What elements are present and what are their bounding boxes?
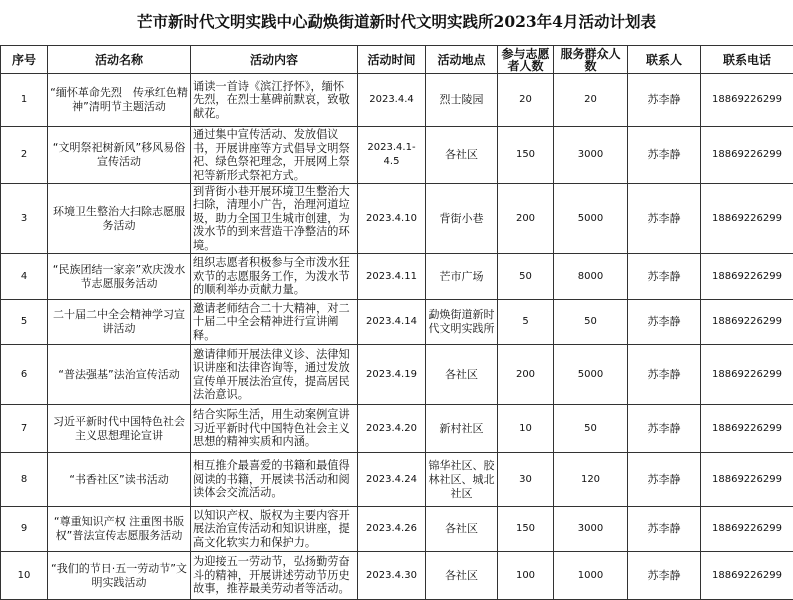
cell-activity-name: 二十届二中全会精神学习宣讲活动: [48, 300, 191, 345]
cell-activity-content: 通过集中宣传活动、发放倡议书，开展讲座等方式倡导文明祭祀、绿色祭祀理念，开展网上祭祀等新形式祭祀方式。: [191, 127, 358, 184]
table-row: [1, 184, 793, 254]
cell-volunteer-count: 150: [498, 507, 554, 552]
table-row: [1, 507, 793, 552]
cell-activity-time: 2023.4.19: [358, 345, 426, 405]
table-row: [1, 254, 793, 300]
cell-volunteer-count: 20: [498, 74, 554, 127]
cell-activity-location: 新村社区: [426, 405, 498, 453]
cell-activity-time: 2023.4.11: [358, 254, 426, 300]
cell-contact-phone: 18869226299: [701, 300, 793, 345]
cell-contact-phone: 18869226299: [701, 127, 793, 184]
cell-activity-content: 相互推介最喜爱的书籍和最值得阅读的书籍，开展读书活动和阅读体会交流活动。: [191, 453, 358, 507]
cell-served-count: 5000: [554, 184, 628, 254]
cell-index: 7: [1, 405, 48, 453]
cell-contact-phone: 18869226299: [701, 507, 793, 552]
cell-activity-location: 勐焕街道新时代文明实践所: [426, 300, 498, 345]
cell-activity-location: 芒市广场: [426, 254, 498, 300]
cell-served-count: 5000: [554, 345, 628, 405]
cell-activity-name: “缅怀革命先烈 传承红色精神”清明节主题活动: [48, 74, 191, 127]
cell-activity-location: 锦华社区、胶林社区、城北社区: [426, 453, 498, 507]
cell-activity-time: 2023.4.20: [358, 405, 426, 453]
table-row: [1, 74, 793, 127]
cell-index: 2: [1, 127, 48, 184]
cell-served-count: 3000: [554, 127, 628, 184]
table-row: [1, 552, 793, 600]
cell-contact-phone: 18869226299: [701, 405, 793, 453]
cell-activity-content: 组织志愿者积极参与全市泼水狂欢节的志愿服务工作，为泼水节的顺利举办贡献力量。: [191, 254, 358, 300]
activity-plan-table: [0, 45, 793, 600]
cell-volunteer-count: 50: [498, 254, 554, 300]
table-row: [1, 345, 793, 405]
cell-index: 10: [1, 552, 48, 600]
cell-contact-phone: 18869226299: [701, 345, 793, 405]
cell-activity-time: 2023.4.24: [358, 453, 426, 507]
cell-contact-person: 苏李静: [628, 184, 701, 254]
cell-activity-time: 2023.4.10: [358, 184, 426, 254]
cell-volunteer-count: 5: [498, 300, 554, 345]
cell-served-count: 3000: [554, 507, 628, 552]
cell-activity-location: 各社区: [426, 345, 498, 405]
cell-activity-content: 邀请律师开展法律义诊、法律知识讲座和法律咨询等，通过发放宣传单开展法治宣传，提高居民法治意识。: [191, 345, 358, 405]
cell-served-count: 50: [554, 300, 628, 345]
cell-activity-time: 2023.4.1-4.5: [358, 127, 426, 184]
cell-index: 3: [1, 184, 48, 254]
header-volunteer-count: 参与志愿者人数: [498, 46, 554, 74]
header-activity-time: 活动时间: [358, 46, 426, 74]
cell-contact-person: 苏李静: [628, 254, 701, 300]
cell-volunteer-count: 100: [498, 552, 554, 600]
table-header-row: [1, 46, 793, 74]
header-contact-phone: 联系电话: [701, 46, 793, 74]
cell-activity-content: 邀请老师结合二十大精神，对二十届二中全会精神进行宣讲阐释。: [191, 300, 358, 345]
cell-volunteer-count: 150: [498, 127, 554, 184]
cell-activity-name: “普法强基”法治宣传活动: [48, 345, 191, 405]
cell-contact-phone: 18869226299: [701, 254, 793, 300]
cell-activity-name: “书香社区”读书活动: [48, 453, 191, 507]
cell-activity-name: “民族团结一家亲”欢庆泼水节志愿服务活动: [48, 254, 191, 300]
cell-contact-phone: 18869226299: [701, 74, 793, 127]
cell-activity-time: 2023.4.14: [358, 300, 426, 345]
cell-served-count: 50: [554, 405, 628, 453]
cell-activity-location: 烈士陵园: [426, 74, 498, 127]
cell-contact-person: 苏李静: [628, 405, 701, 453]
cell-served-count: 20: [554, 74, 628, 127]
cell-index: 6: [1, 345, 48, 405]
cell-activity-content: 以知识产权、版权为主要内容开展法治宣传活动和知识讲座，提高文化软实力和保护力。: [191, 507, 358, 552]
header-index: 序号: [1, 46, 48, 74]
cell-contact-person: 苏李静: [628, 507, 701, 552]
cell-activity-content: 结合实际生活，用生动案例宣讲习近平新时代中国特色社会主义思想的精神实质和内涵。: [191, 405, 358, 453]
header-served-count: 服务群众人数: [554, 46, 628, 74]
header-activity-content: 活动内容: [191, 46, 358, 74]
cell-index: 5: [1, 300, 48, 345]
cell-activity-time: 2023.4.26: [358, 507, 426, 552]
cell-contact-phone: 18869226299: [701, 184, 793, 254]
cell-served-count: 1000: [554, 552, 628, 600]
cell-activity-location: 各社区: [426, 127, 498, 184]
cell-activity-content: 为迎接五一劳动节，弘扬勤劳奋斗的精神，开展讲述劳动节历史故事，推荐最美劳动者等活动。: [191, 552, 358, 600]
cell-contact-person: 苏李静: [628, 300, 701, 345]
header-activity-location: 活动地点: [426, 46, 498, 74]
cell-contact-person: 苏李静: [628, 453, 701, 507]
cell-index: 9: [1, 507, 48, 552]
cell-activity-content: 到背街小巷开展环境卫生整治大扫除，清理小广告，治理河道垃圾，助力全国卫生城市创建，为泼水节的到来营造干净整洁的环境。: [191, 184, 358, 254]
cell-activity-location: 各社区: [426, 507, 498, 552]
cell-activity-name: “尊重知识产权 注重图书版权”普法宣传志愿服务活动: [48, 507, 191, 552]
cell-activity-location: 各社区: [426, 552, 498, 600]
cell-activity-content: 诵读一首诗《滨江抒怀》，缅怀先烈，在烈士墓碑前默哀，致敬献花。: [191, 74, 358, 127]
cell-volunteer-count: 200: [498, 345, 554, 405]
cell-activity-name: 环境卫生整治大扫除志愿服务活动: [48, 184, 191, 254]
table-row: [1, 453, 793, 507]
cell-contact-person: 苏李静: [628, 127, 701, 184]
cell-activity-name: “文明祭祀树新风”移风易俗宣传活动: [48, 127, 191, 184]
cell-index: 8: [1, 453, 48, 507]
cell-contact-person: 苏李静: [628, 552, 701, 600]
cell-index: 4: [1, 254, 48, 300]
cell-activity-time: 2023.4.30: [358, 552, 426, 600]
cell-index: 1: [1, 74, 48, 127]
page-title: 芒市新时代文明实践中心勐焕街道新时代文明实践所2023年4月活动计划表: [137, 12, 656, 31]
cell-activity-name: “我们的节日·五一劳动节”文明实践活动: [48, 552, 191, 600]
cell-contact-person: 苏李静: [628, 345, 701, 405]
cell-contact-person: 苏李静: [628, 74, 701, 127]
cell-activity-location: 背街小巷: [426, 184, 498, 254]
cell-volunteer-count: 200: [498, 184, 554, 254]
cell-activity-time: 2023.4.4: [358, 74, 426, 127]
header-activity-name: 活动名称: [48, 46, 191, 74]
header-contact-person: 联系人: [628, 46, 701, 74]
cell-contact-phone: 18869226299: [701, 552, 793, 600]
cell-activity-name: 习近平新时代中国特色社会主义思想理论宣讲: [48, 405, 191, 453]
cell-served-count: 8000: [554, 254, 628, 300]
cell-volunteer-count: 10: [498, 405, 554, 453]
cell-served-count: 120: [554, 453, 628, 507]
cell-contact-phone: 18869226299: [701, 453, 793, 507]
cell-volunteer-count: 30: [498, 453, 554, 507]
table-row: [1, 127, 793, 184]
table-row: [1, 405, 793, 453]
table-row: [1, 300, 793, 345]
